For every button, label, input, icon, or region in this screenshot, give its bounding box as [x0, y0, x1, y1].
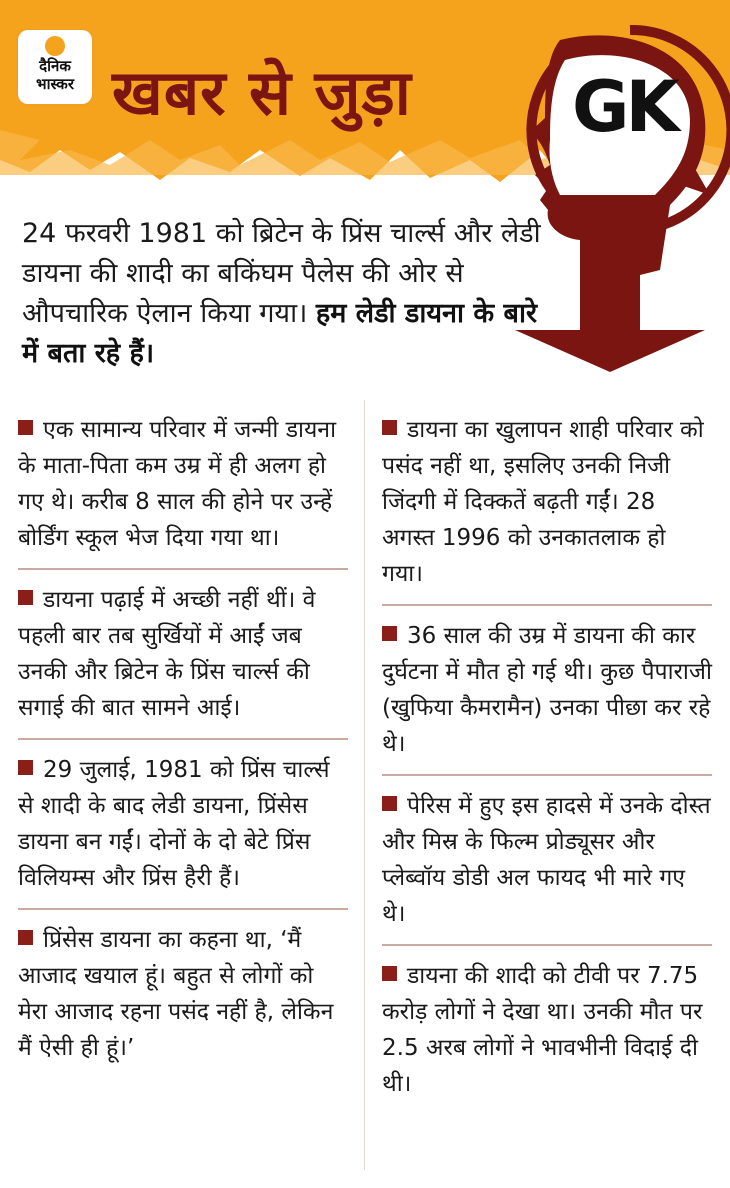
fact-item [382, 400, 712, 606]
fact-item [382, 606, 712, 776]
intro-bold-text: हम लेडी डायना के बारे में बता रहे हैं। [22, 298, 537, 369]
square-bullet-icon [18, 420, 33, 435]
fact-text: 36 साल की उम्र में डायना की कार दुर्घटना में मौत हो गई थी। कुछ पैपाराजी (खुफिया कैमरामैन) उनका पीछा कर रहे थे। [382, 623, 712, 757]
fact-text: 29 जुलाई, 1981 को प्रिंस चार्ल्स से शादी के बाद लेडी डायना, प्रिंसेस डायना बन गईं। दोनों के दो बेटे प्रिंस विलियम्स और प्रिंस हैरी हैं। [18, 757, 330, 891]
logo-line-2: भास्कर [36, 75, 74, 93]
square-bullet-icon [18, 930, 33, 945]
fact-text: पेरिस में हुए इस हादसे में उनके दोस्त और मिस्र के फिल्म प्रोड्यूसर और प्लेब्वॉय डोडी अल फायद भी मारे गए थे। [382, 793, 711, 927]
gk-badge: GK [572, 66, 676, 148]
page-title: खबर से जुड़ा [112, 56, 412, 129]
fact-item [18, 910, 348, 1078]
fact-item [382, 946, 712, 1114]
intro-paragraph [22, 214, 562, 374]
fact-item [18, 740, 348, 910]
right-column [382, 400, 712, 1114]
logo-line-1: दैनिक [39, 57, 71, 75]
square-bullet-icon [382, 420, 397, 435]
square-bullet-icon [382, 626, 397, 641]
fact-item [18, 570, 348, 740]
fact-text: डायना की शादी को टीवी पर 7.75 करोड़ लोगों ने देखा था। उनकी मौत पर 2.5 अरब लोगों ने भावभीनी विदाई दी थी। [382, 963, 703, 1097]
square-bullet-icon [382, 966, 397, 981]
square-bullet-icon [18, 760, 33, 775]
intro-text: 24 फरवरी 1981 को ब्रिटेन के प्रिंस चार्ल्स और लेडी डायना की शादी का बकिंघम पैलेस की ओर से औपचारिक ऐलान किया गया। [22, 218, 541, 329]
fact-item [382, 776, 712, 946]
square-bullet-icon [382, 796, 397, 811]
column-divider [364, 400, 365, 1170]
fact-item [18, 400, 348, 570]
fact-text: एक सामान्य परिवार में जन्मी डायना के माता-पिता कम उम्र में ही अलग हो गए थे। करीब 8 साल की होने पर उन्हें बोर्डिंग स्कूल भेज दिया गया था। [18, 417, 337, 551]
fact-text: डायना का खुलापन शाही परिवार को पसंद नहीं था, इसलिए उनकी निजी जिंदगी में दिक्कतें बढ़ती गईं। 28 अगस्त 1996 को उनकातलाक हो गया। [382, 417, 704, 587]
fact-text: डायना पढ़ाई में अच्छी नहीं थीं। वे पहली बार तब सुर्खियों में आईं जब उनकी और ब्रिटेन के प्रिंस चार्ल्स की सगाई की बात सामने आई। [18, 587, 316, 721]
fact-text: प्रिंसेस डायना का कहना था, ‘मैं आजाद खयाल हूं। बहुत से लोगों को मेरा आजाद रहना पसंद नहीं है, लेकिन मैं ऐसी ही हूं।’ [18, 927, 334, 1061]
square-bullet-icon [18, 590, 33, 605]
left-column [18, 400, 348, 1078]
